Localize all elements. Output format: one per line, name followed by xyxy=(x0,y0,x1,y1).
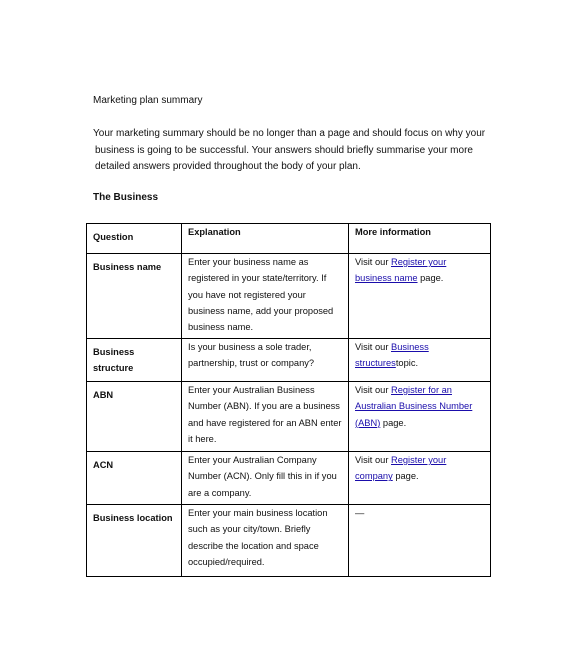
business-info-table xyxy=(86,223,491,577)
register-business-name-link[interactable]: Register your business name xyxy=(355,257,447,284)
header-question: Question xyxy=(87,224,182,254)
info-prefix: Visit our xyxy=(355,257,391,267)
explanation-cell: Is your business a sole trader, partnership, trust or company? xyxy=(182,339,349,382)
info-suffix: page. xyxy=(380,417,407,428)
info-suffix: page. xyxy=(417,273,444,284)
section-heading: The Business xyxy=(93,192,159,203)
table-row xyxy=(87,452,491,505)
table-header-row xyxy=(87,224,491,254)
explanation-cell: Enter your Australian Company Number (ACN). Only fill this in if you are a company. xyxy=(182,452,349,505)
more-info-cell xyxy=(349,339,491,382)
info-prefix: Visit our xyxy=(355,385,391,395)
table-row xyxy=(87,505,491,577)
question-cell: ABN xyxy=(87,382,182,452)
more-info-cell xyxy=(349,382,491,452)
register-company-link[interactable]: Register your company xyxy=(355,455,447,482)
explanation-cell: Enter your business name as registered in your state/territory. If you have not registered your business name, add your proposed business name. xyxy=(182,254,349,339)
info-suffix: page. xyxy=(392,471,419,482)
table-row xyxy=(87,254,491,339)
more-info-cell xyxy=(349,452,491,505)
intro-line: Your marketing summary should be no longer than a page and should focus on why your xyxy=(93,128,486,139)
more-info-cell: — xyxy=(349,505,491,577)
question-cell: Business structure xyxy=(87,339,182,382)
explanation-cell: Enter your Australian Business Number (ABN). If you are a business and have registered for an ABN enter it here. xyxy=(182,382,349,452)
more-info-cell xyxy=(349,254,491,339)
question-cell: ACN xyxy=(87,452,182,505)
table-row xyxy=(87,382,491,452)
document-title: Marketing plan summary xyxy=(93,95,203,106)
register-abn-link[interactable]: Register for an Australian Business Number (ABN) xyxy=(355,385,473,428)
question-cell: Business location xyxy=(87,505,182,577)
table-row xyxy=(87,339,491,382)
business-structures-link[interactable]: Business structures xyxy=(355,342,429,369)
intro-paragraph xyxy=(93,126,493,176)
intro-line: business is going to be successful. Your answers should briefly summarise your more xyxy=(95,144,473,156)
info-suffix: topic. xyxy=(395,358,419,369)
question-cell: Business name xyxy=(87,254,182,339)
info-prefix: Visit our xyxy=(355,342,391,352)
info-prefix: Visit our xyxy=(355,455,391,465)
intro-line: detailed answers provided throughout the body of your plan. xyxy=(95,161,361,172)
header-more-information: More information xyxy=(349,224,491,254)
header-explanation: Explanation xyxy=(182,224,349,254)
explanation-cell: Enter your main business location such as your city/town. Briefly describe the location and space occupied/required. xyxy=(182,505,349,577)
